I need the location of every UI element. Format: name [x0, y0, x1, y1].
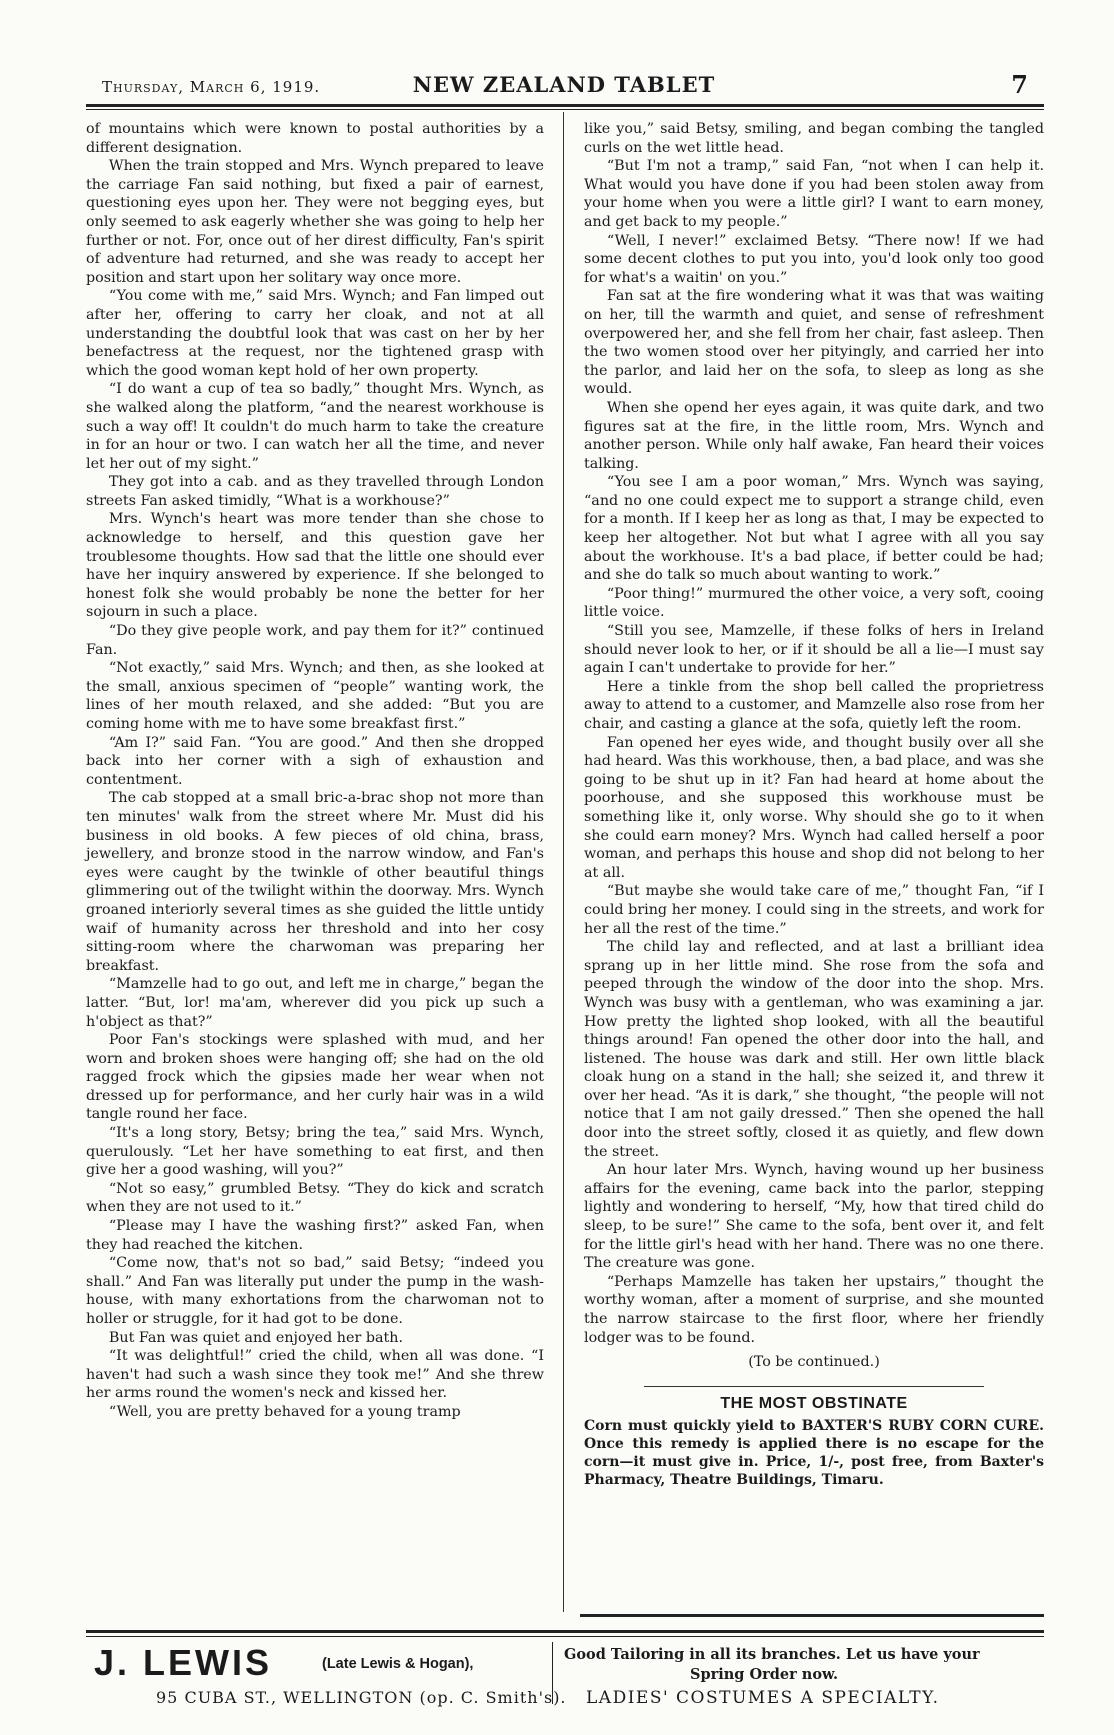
paragraph: “I do want a cup of tea so badly,” thought Mrs. Wynch, as she walked along the platform, “and the nearest workhouse is such a way off! It couldn't do much harm to take the creature in for an hour or two. I can watch her all the time, and never let her out of my sight.” — [86, 381, 544, 472]
paragraph: But Fan was quiet and enjoyed her bath. — [108, 1329, 404, 1346]
paragraph: “Not so easy,” grumbled Betsy. “They do kick and scratch when they are not used to it.” — [86, 1180, 544, 1216]
header-rule-thin — [86, 109, 1044, 110]
paragraph: of mountains which were known to postal authorities by a different designation. — [86, 121, 544, 156]
paragraph: “It was delightful!” cried the child, when all was done. “I haven't had such a wash since they took me!” And she threw her arms round the women's neck and kissed her. — [86, 1348, 544, 1402]
paragraph: “Please may I have the washing first?” asked Fan, when they had reached the kitchen. — [86, 1218, 544, 1253]
publication-title: NEW ZEALAND TABLET — [412, 72, 716, 97]
paragraph: “Do they give people work, and pay them for it?” continued Fan. — [86, 623, 544, 658]
paragraph: Fan opened her eyes wide, and thought busily over all she had heard. Was this workhouse, then, a bad place, and was she going to be shut up in it? Fan had heard at home about the poorhouse, and she supposed this workhouse must be something like it, only worse. Why should she go to it when she could earn money? Mrs. Wynch had called herself a poor woman, and perhaps this house and shop did not belong to her at all. — [584, 734, 1044, 881]
paragraph: “But maybe she would take care of me,” thought Fan, “if I could bring her money. I could sing in the streets, and work for her all the rest of the time.” — [584, 883, 1044, 937]
paragraph: “Not exactly,” said Mrs. Wynch; and then, as she looked at the small, anxious specimen of “people” wanting work, the lines of her mouth relaxed, and she added: “But you are coming home with me to have some breakfast first.” — [86, 660, 544, 732]
advert-bottom-rule — [580, 1614, 1044, 1617]
paragraph: “Poor thing!” murmured the other voice, a very soft, cooing little voice. — [584, 585, 1044, 621]
paragraph: Here a tinkle from the shop bell called the proprietress away to attend to a customer, and Mamzelle also rose from her chair, and casting a glance at the sofa, quietly left the room. — [584, 678, 1044, 732]
paragraph: Fan sat at the fire wondering what it was that was waiting on her, till the warmth and quiet, and sense of refreshment overpowered her, and she fell from her chair, fast asleep. Then the two women stood over her pityingly, and carried her into the parlor, and laid her on the sofa, to sleep as long as she would. — [584, 288, 1044, 398]
paragraph: The child lay and reflected, and at last a brilliant idea sprang up in her little mind. She rose from the sofa and peeped through the window of the door into the shop. Mrs. Wynch was busy with a gentleman, who was examining a jar. How pretty the lighted shop looked, with all the beautiful things around! Fan opened the other door into the hall, and listened. The house was dark and still. Her own little black cloak hung on a stand in the hall; she seized it, and threw it over her head. “As it is dark,” she thought, “the people will not notice that I am not gaily dressed.” Then she opened the hall door into the street softly, closed it as quietly, and flew down the street. — [584, 939, 1044, 1160]
footer-rule — [86, 1630, 1044, 1633]
paragraph: “Mamzelle had to go out, and left me in charge,” began the latter. “But, lor! ma'am, wherever did you pick up such a h'object as that?” — [86, 976, 544, 1030]
advert-body: Corn must quickly yield to BAXTER'S RUBY CORN CURE. Once this remedy is applied there is no escape for the corn—it must give in. Price, 1/-, post free, from Baxter's Pharmacy, Theatre Buildings, Timaru. — [584, 1418, 1044, 1489]
paragraph: They got into a cab. and as they travelled through London streets Fan asked timidly, “What is a workhouse?” — [86, 474, 544, 509]
header-rule — [86, 104, 1044, 107]
page-number: 7 — [1011, 70, 1028, 99]
tailoring-line-1: Good Tailoring in all its branches. Let us have your — [564, 1646, 980, 1663]
paragraph: “Am I?” said Fan. “You are good.” And then she dropped back into her corner with a sigh of exhaustion and contentment. — [86, 734, 544, 788]
paragraph: “Perhaps Mamzelle has taken her upstairs,” thought the worthy woman, after a moment of surprise, and she mounted the narrow staircase to the first floor, where her friendly lodger was to be found. — [584, 1273, 1044, 1346]
paragraph: “It's a long story, Betsy; bring the tea,” said Mrs. Wynch, querulously. “Let her have something to eat first, and then give her a good washing, will you?” — [86, 1125, 544, 1179]
paragraph: An hour later Mrs. Wynch, having wound up her business affairs for the evening, came back into the parlor, stepping lightly and wondering to herself, “My, how that tired child do sleep, to be sure!” She came to the sofa, bent over it, and felt for the little girl's head with her hand. There was no one there. The creature was gone. — [584, 1162, 1044, 1272]
advert-rule — [644, 1386, 984, 1387]
column-divider — [563, 112, 564, 1612]
issue-date: Thursday, March 6, 1919. — [102, 78, 321, 96]
left-column — [86, 120, 544, 1422]
advertiser-address: 95 CUBA ST., WELLINGTON (op. C. Smith's). — [156, 1688, 567, 1707]
paragraph: When the train stopped and Mrs. Wynch prepared to leave the carriage Fan said nothing, but fixed a pair of earnest, questioning eyes upon her. They were not begging eyes, but only seemed to ask eagerly whether she was going to help her further or not. For, once out of her direst difficulty, Fan's spirit of adventure had returned, and she was ready to accept her position and start upon her solitary way once more. — [86, 158, 544, 286]
footer-divider — [552, 1642, 553, 1704]
paragraph: When she opend her eyes again, it was quite dark, and two figures sat at the fire, in the little room, Mrs. Wynch and another person. While only half awake, Fan heard their voices talking. — [584, 399, 1044, 472]
paragraph: Poor Fan's stockings were splashed with mud, and her worn and broken shoes were hanging off; she had on the old ragged frock which the gipsies made her wear when not dressed up for performance, and her curly hair was in a wild tangle round her face. — [86, 1032, 544, 1123]
footer-rule-thin — [86, 1636, 1044, 1637]
paragraph: The cab stopped at a small bric-a-brac shop not more than ten minutes' walk from the street where Mr. Must did his business in old books. A few pieces of old china, brass, jewellery, and bronze stood in the narrow window, and Fan's eyes were caught by the twinkle of other beautiful things glimmering out of the twilight within the doorway. Mrs. Wynch groaned interiorly several times as she guided the little untidy waif of humanity across her threshold and into her cosy sitting-room where the charwoman was preparing her breakfast. — [86, 790, 544, 974]
advertiser-name: J. LEWIS — [94, 1642, 273, 1683]
tailoring-line-3: LADIES' COSTUMES A SPECIALTY. — [586, 1688, 940, 1708]
footer-advert — [86, 1642, 1044, 1712]
paragraph: “Well, I never!” exclaimed Betsy. “There now! If we had some decent clothes to put you into, you'd look only too good for what's a waitin' on you.” — [584, 232, 1044, 286]
paragraph: “Well, you are pretty behaved for a young tramp — [108, 1403, 461, 1420]
advertiser-former-name: (Late Lewis & Hogan), — [322, 1656, 474, 1672]
advert-title: THE MOST OBSTINATE — [720, 1394, 908, 1412]
paragraph: “Come now, that's not so bad,” said Betsy; “indeed you shall.” And Fan was literally put under the pump in the wash-house, with many exhortations from the charwoman not to holler or struggle, for it had got to be done. — [86, 1255, 544, 1327]
to-be-continued: (To be continued.) — [748, 1354, 880, 1371]
right-column — [584, 120, 1044, 1489]
paragraph: “But I'm not a tramp,” said Fan, “not when I can help it. What would you have done if you had been stolen away from your home when you were a little girl? I want to earn money, and get back to my people.” — [584, 158, 1044, 230]
paragraph: “You come with me,” said Mrs. Wynch; and Fan limped out after her, offering to carry her cloak, and not at all understanding the doubtful look that was cast on her by her benefactress at the request, nor the tightened grasp with which the good woman kept hold of her own property. — [86, 288, 544, 379]
page-header — [84, 70, 1044, 104]
paragraph: like you,” said Betsy, smiling, and began combing the tangled curls on the wet little head. — [584, 121, 1044, 156]
paragraph: “Still you see, Mamzelle, if these folks of hers in Ireland should never look to her, or if it should be all a lie—I must say again I can't undertake to provide for her.” — [584, 623, 1044, 677]
paragraph: “You see I am a poor woman,” Mrs. Wynch was saying, “and no one could expect me to support a strange child, even for a month. If I keep her as long as that, I may be expected to keep her altogether. Not but what I agree with all you say about the workhouse. It's a bad place, if better could be had; and she do talk so much about wanting to work.” — [584, 474, 1044, 584]
tailoring-line-2: Spring Order now. — [690, 1666, 839, 1683]
paragraph: Mrs. Wynch's heart was more tender than she chose to acknowledge to herself, and this question gave her troublesome thoughts. How sad that the little one should ever have her inquiry answered by experience. If she belonged to honest folk she would probably be none the better for her sojourn in such a place. — [86, 511, 544, 621]
